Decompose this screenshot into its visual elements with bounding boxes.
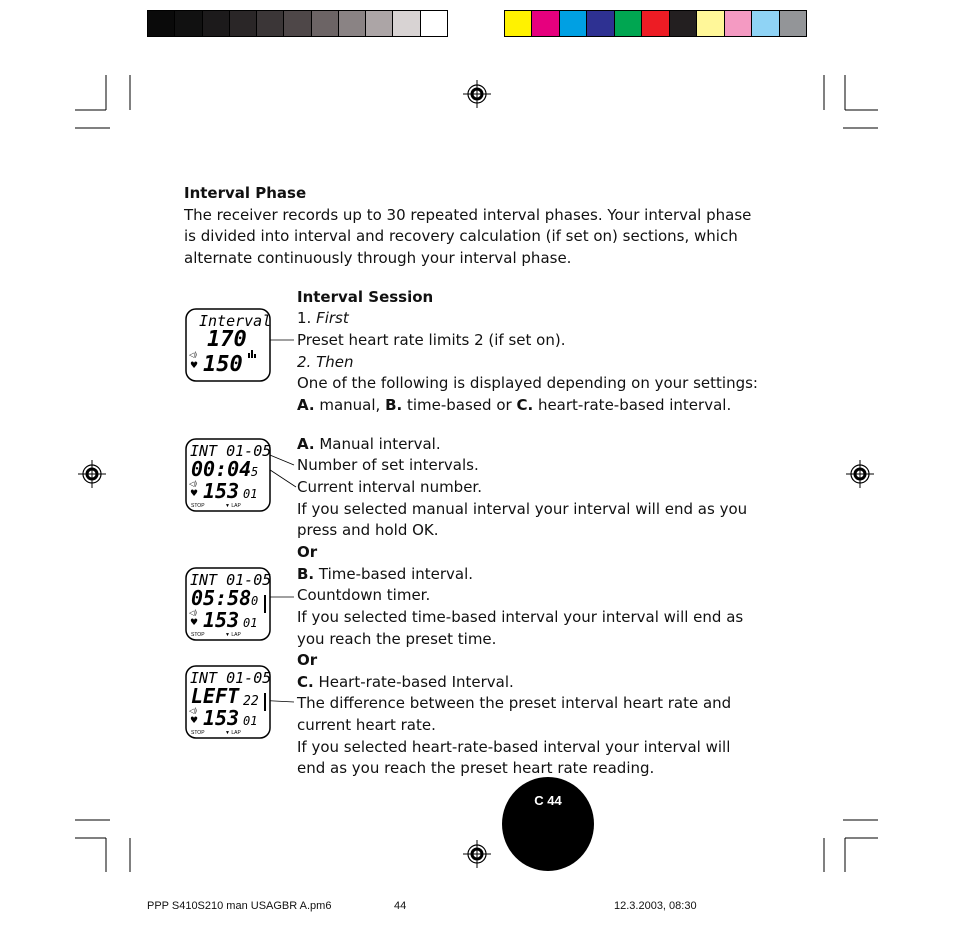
lcd-mid-small: 5 (251, 465, 259, 479)
hr-line-1: The difference between the preset interval heart rate and (297, 694, 732, 712)
hr-line-2: current heart rate. (297, 716, 436, 734)
hr-line-3: If you selected heart-rate-based interval your interval will (297, 738, 731, 756)
watch-display-hr (185, 665, 271, 739)
watch-display-time (185, 567, 271, 641)
lcd-bottom-text: 150 (203, 352, 243, 377)
indicator-bar (264, 595, 266, 613)
first-step: 1. First (297, 309, 349, 327)
intro-line-2: is divided into interval and recovery calculation (if set on) sections, which (184, 227, 738, 245)
section-heading: Interval Phase (184, 184, 307, 202)
manual-line-2: Current interval number. (297, 478, 482, 496)
sound-icon: ◁) (189, 351, 198, 359)
lap-label: ▼ LAP (225, 503, 241, 509)
registration-target-top (463, 80, 491, 108)
options-line: A. manual, B. time-based or C. heart-rate-based interval. (297, 396, 732, 414)
time-line-3: you reach the preset time. (297, 630, 497, 648)
watch-display-manual (185, 438, 271, 512)
lcd-mid-text: LEFT (191, 684, 240, 708)
lcd-bottom-small: 01 (243, 616, 258, 630)
heart-icon: ♥ (190, 361, 199, 371)
lcd-top-text: INT 01-05 (190, 571, 271, 589)
time-line-1: Countdown timer. (297, 586, 431, 604)
stop-label: STOP (191, 730, 205, 736)
lcd-top-text: INT 01-05 (190, 669, 271, 687)
or-separator-2: Or (297, 651, 318, 669)
lcd-top-text: INT 01-05 (190, 442, 271, 460)
sound-icon: ◁) (189, 609, 198, 617)
intro-line-3: alternate continuously through your interval phase. (184, 249, 572, 267)
indicator-bar (264, 693, 266, 711)
lcd-mid-small: 22 (243, 694, 259, 709)
sound-icon: ◁) (189, 707, 198, 715)
lap-label: ▼ LAP (225, 730, 241, 736)
heart-icon: ♥ (190, 716, 199, 726)
footer-date: 12.3.2003, 08:30 (614, 900, 697, 912)
lcd-mid-small: 0 (251, 594, 259, 608)
intro-line-1: The receiver records up to 30 repeated interval phases. Your interval phase (184, 206, 752, 224)
registration-target-right (846, 460, 874, 488)
then-step: 2. Then (297, 353, 354, 371)
page-badge-label: C 44 (534, 793, 562, 808)
session-heading: Interval Session (297, 288, 434, 306)
first-step-text: Preset heart rate limits 2 (if set on). (297, 331, 566, 349)
footer-filename: PPP S410S210 man USAGBR A.pm6 (147, 900, 332, 912)
watch-display-interval (185, 308, 271, 382)
lcd-bottom-text: 153 (203, 608, 240, 632)
registration-target-left (78, 460, 106, 488)
manual-line-3: If you selected manual interval your interval will end as you (297, 500, 748, 518)
heart-icon: ♥ (190, 489, 199, 499)
manual-title: A. Manual interval. (297, 435, 441, 453)
time-line-2: If you selected time-based interval your interval will end as (297, 608, 744, 626)
page-badge (502, 777, 594, 871)
hr-line-4: end as you reach the preset heart rate reading. (297, 759, 655, 777)
lcd-mid-text: 00:04 (191, 457, 252, 481)
registration-target-bottom (463, 840, 491, 868)
then-step-text: One of the following is displayed depending on your settings: (297, 374, 758, 392)
sound-icon: ◁) (189, 480, 198, 488)
lcd-top-text: Interval (199, 312, 271, 330)
lcd-bottom-small: 01 (243, 714, 258, 728)
stop-label: STOP (191, 503, 205, 509)
stop-label: STOP (191, 632, 205, 638)
manual-line-4: press and hold OK. (297, 521, 439, 539)
lcd-mid-text: 05:58 (191, 586, 252, 610)
lcd-bottom-text: 153 (203, 479, 240, 503)
lcd-bottom-text: 153 (203, 706, 240, 730)
lap-label: ▼ LAP (225, 632, 241, 638)
lcd-mid-text: 170 (207, 327, 247, 352)
time-title: B. Time-based interval. (297, 565, 474, 583)
or-separator-1: Or (297, 543, 318, 561)
hr-title: C. Heart-rate-based Interval. (297, 673, 514, 691)
footer-page: 44 (394, 900, 407, 912)
heart-icon: ♥ (190, 618, 199, 628)
lcd-bottom-small: 01 (243, 487, 258, 501)
manual-line-1: Number of set intervals. (297, 456, 479, 474)
